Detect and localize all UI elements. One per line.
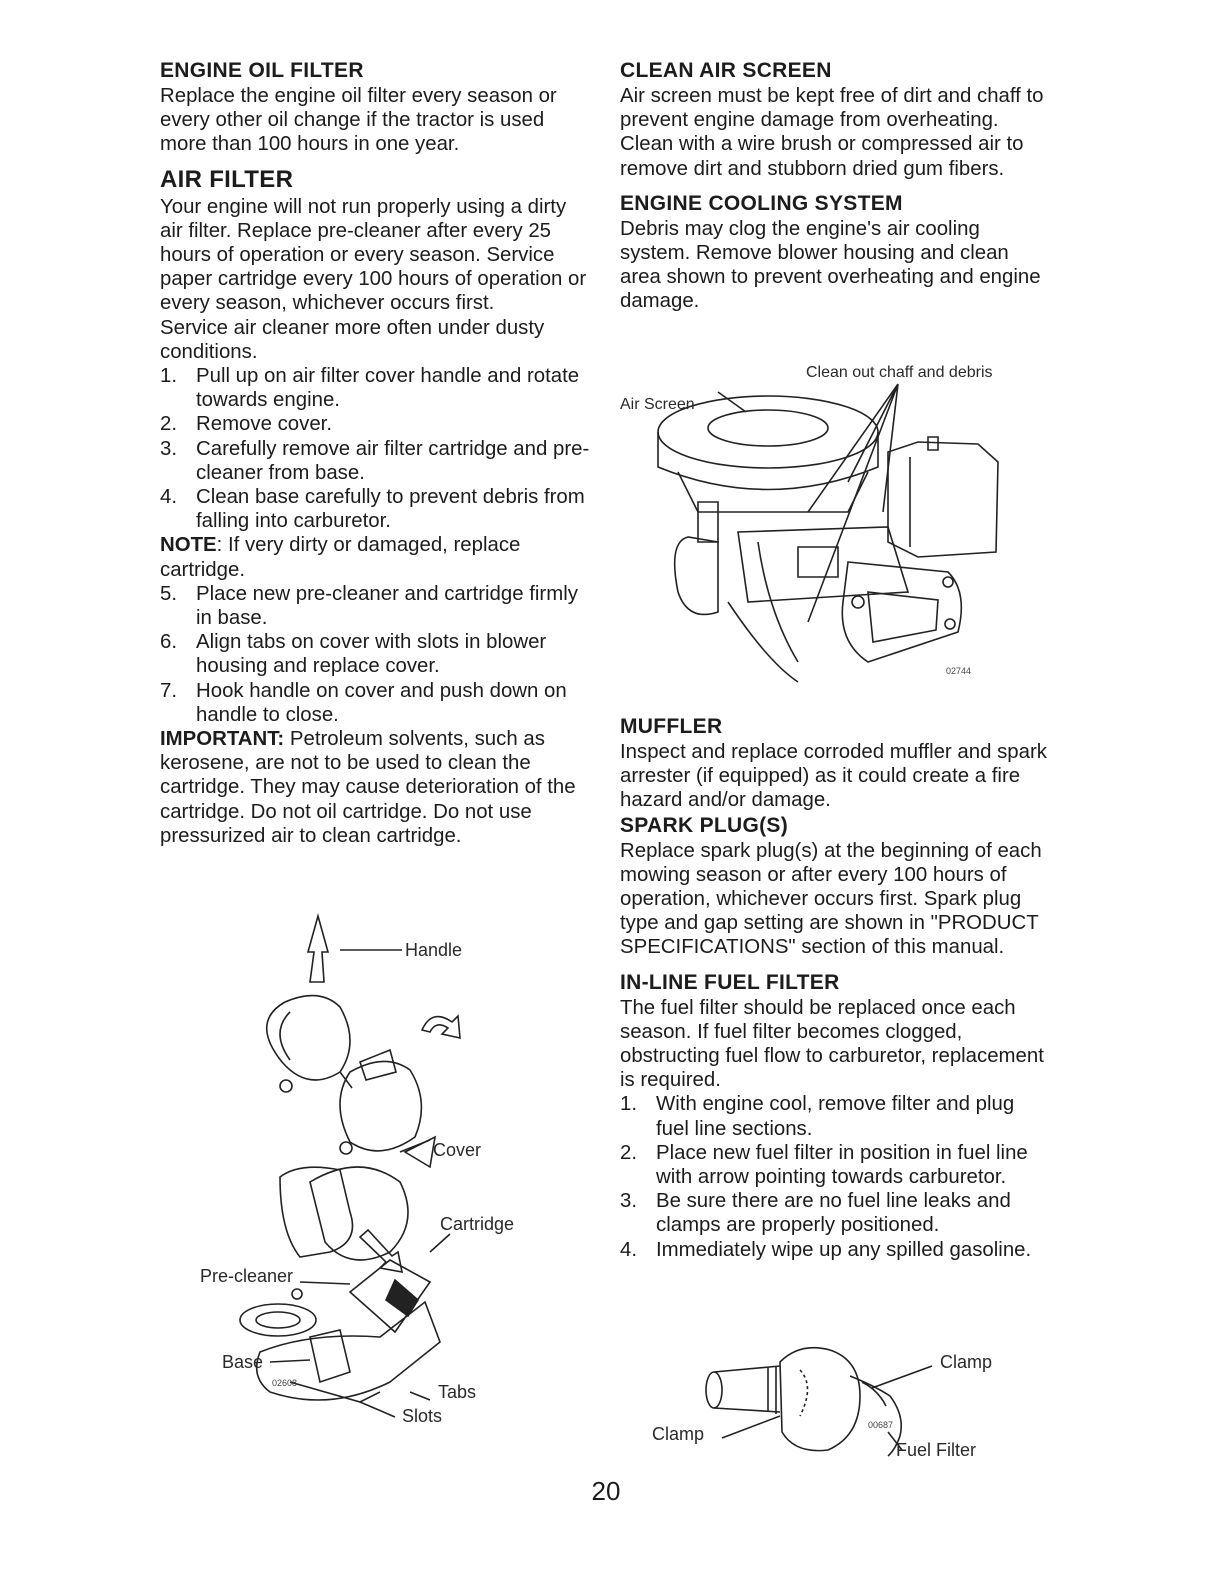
page-number: 20 [591, 1476, 621, 1506]
starter-shape [675, 537, 718, 615]
cooling-body: Debris may clog the engine's air cooling system. Remove blower housing and clean area shown to prevent overheating and engine damage. [620, 217, 1041, 313]
spark-plug-heading: SPARK PLUG(S) [620, 813, 789, 837]
cooling-heading: ENGINE COOLING SYSTEM [620, 191, 903, 215]
list-item: 2. Place new fuel filter in position in fuel line with arrow pointing towards carburetor. [620, 1141, 1028, 1189]
list-item: 6. Align tabs on cover with slots in blower housing and replace cover. [160, 631, 547, 678]
fuel-filter-steps [620, 1092, 1050, 1261]
air-filter-dusty: Service air cleaner more often under dusty conditions. [160, 316, 545, 363]
top-cover-shape [267, 996, 350, 1080]
list-item: 3. Be sure there are no fuel line leaks and clamps are properly positioned. [620, 1190, 1011, 1237]
down-arrow-icon [360, 1230, 402, 1272]
fuel-filter-body: The fuel filter should be replaced once each season. If fuel filter becomes clogged, obstructing fuel flow to carburetor, replacement is required. [620, 996, 1044, 1092]
list-item: 4. Clean base carefully to prevent debris from falling into carburetor. [160, 486, 585, 533]
rotate-arrow-icon [422, 1016, 460, 1038]
cover-installed-shape [310, 1167, 408, 1260]
air-screen-label: Air Screen [620, 396, 695, 413]
left-clamp-shape [768, 1366, 776, 1414]
muffler-heading: MUFFLER [620, 715, 723, 738]
air-screen-leader [718, 392, 746, 412]
clean-out-label: Clean out chaff and debris [806, 364, 993, 381]
engine-block-shape [738, 527, 908, 602]
handle-label: Handle [405, 940, 463, 960]
right-clamp-shape [862, 1382, 886, 1406]
fuel-figure-code: 00687 [868, 1420, 894, 1430]
list-item: 1. Pull up on air filter cover handle and rotate towards engine. [160, 365, 580, 412]
air-screen-body: Air screen must be kept free of dirt and chaff to prevent engine damage from overheating. Clean with a wire brush or compressed air to remove dirt and stubborn dried gum fibers. [620, 85, 1044, 180]
pre-cleaner-shape [240, 1304, 316, 1336]
fuel-filter-figure [650, 1346, 1010, 1466]
cover-label: Cover [433, 1140, 482, 1160]
spark-plug-body: Replace spark plug(s) at the beginning of each mowing season or after every 100 hours of operation, whichever occurs first. Spark plug type and gap setting are shown in "PRODUCT SPECIFICATIONS" section of this manual. [620, 839, 1042, 959]
right-column-bottom [620, 714, 1050, 1262]
list-item: 5. Place new pre-cleaner and cartridge firmly in base. [160, 582, 578, 630]
air-filter-heading: AIR FILTER [160, 165, 294, 193]
fuel-tank-shape [888, 442, 998, 557]
fuel-line-end [706, 1372, 722, 1408]
figure-code: 02608 [272, 1378, 298, 1388]
engine-figure [618, 362, 1048, 692]
air-filter-intro: Your engine will not run properly using a dirty air filter. Replace pre-cleaner after every 25 hours of operation or every season. Service paper cartridge every 100 hours of operation or every season, whichever occurs first. [160, 195, 587, 315]
right-column-top [620, 58, 1050, 314]
note [160, 533, 592, 581]
cartridge-label: Cartridge [440, 1214, 515, 1234]
cover-shape [340, 1061, 421, 1150]
left-column [160, 58, 592, 848]
engine-figure-code: 02744 [946, 666, 972, 676]
oil-filter-body: Replace the engine oil filter every season or every other oil change if the tractor is used more than 100 hours in one year. [160, 85, 557, 156]
air-filter-figure [190, 912, 530, 1432]
muffler-shape [842, 562, 961, 662]
note-text: : If very dirty or damaged, replace cartridge. [160, 534, 521, 581]
important-text: Petroleum solvents, such as kerosene, are not to be used to clean the cartridge. They may cause deterioration of the cartridge. Do not oil cartridge. Do not use pressurized air to clean cartridge. [160, 728, 576, 847]
list-item: 7. Hook handle on cover and push down on handle to close. [160, 679, 567, 726]
oil-filter-heading: ENGINE OIL FILTER [160, 59, 364, 82]
clamp-right-label: Clamp [940, 1352, 993, 1372]
air-filter-steps-b [160, 582, 592, 727]
pull-up-arrow-icon [308, 916, 328, 982]
fuel-filter-heading: IN-LINE FUEL FILTER [620, 970, 840, 994]
list-item: 2. Remove cover. [160, 413, 332, 436]
tabs-label: Tabs [438, 1382, 477, 1402]
pre-cleaner-label: Pre-cleaner [200, 1266, 294, 1286]
air-screen-heading: CLEAN AIR SCREEN [620, 59, 832, 82]
important [160, 727, 592, 848]
list-item: 1. With engine cool, remove filter and plug fuel line sections. [620, 1093, 1015, 1140]
list-item: 4. Immediately wipe up any spilled gasoline. [620, 1238, 1032, 1261]
housing-shape [280, 1167, 353, 1257]
note-label: NOTE [160, 534, 217, 557]
important-label: IMPORTANT: [160, 728, 285, 751]
air-filter-steps-a [160, 364, 592, 533]
base-label: Base [222, 1352, 264, 1372]
muffler-body: Inspect and replace corroded muffler and spark arrester (if equipped) as it could create a fire hazard and/or damage. [620, 741, 1047, 812]
fuel-filter-label: Fuel Filter [896, 1440, 977, 1460]
fuel-line-left [714, 1366, 780, 1412]
list-item: 3. Carefully remove air filter cartridge and pre-cleaner from base. [160, 437, 590, 484]
slots-label: Slots [402, 1406, 443, 1426]
filter-body-shape [780, 1348, 860, 1451]
clamp-left-label: Clamp [652, 1424, 705, 1444]
